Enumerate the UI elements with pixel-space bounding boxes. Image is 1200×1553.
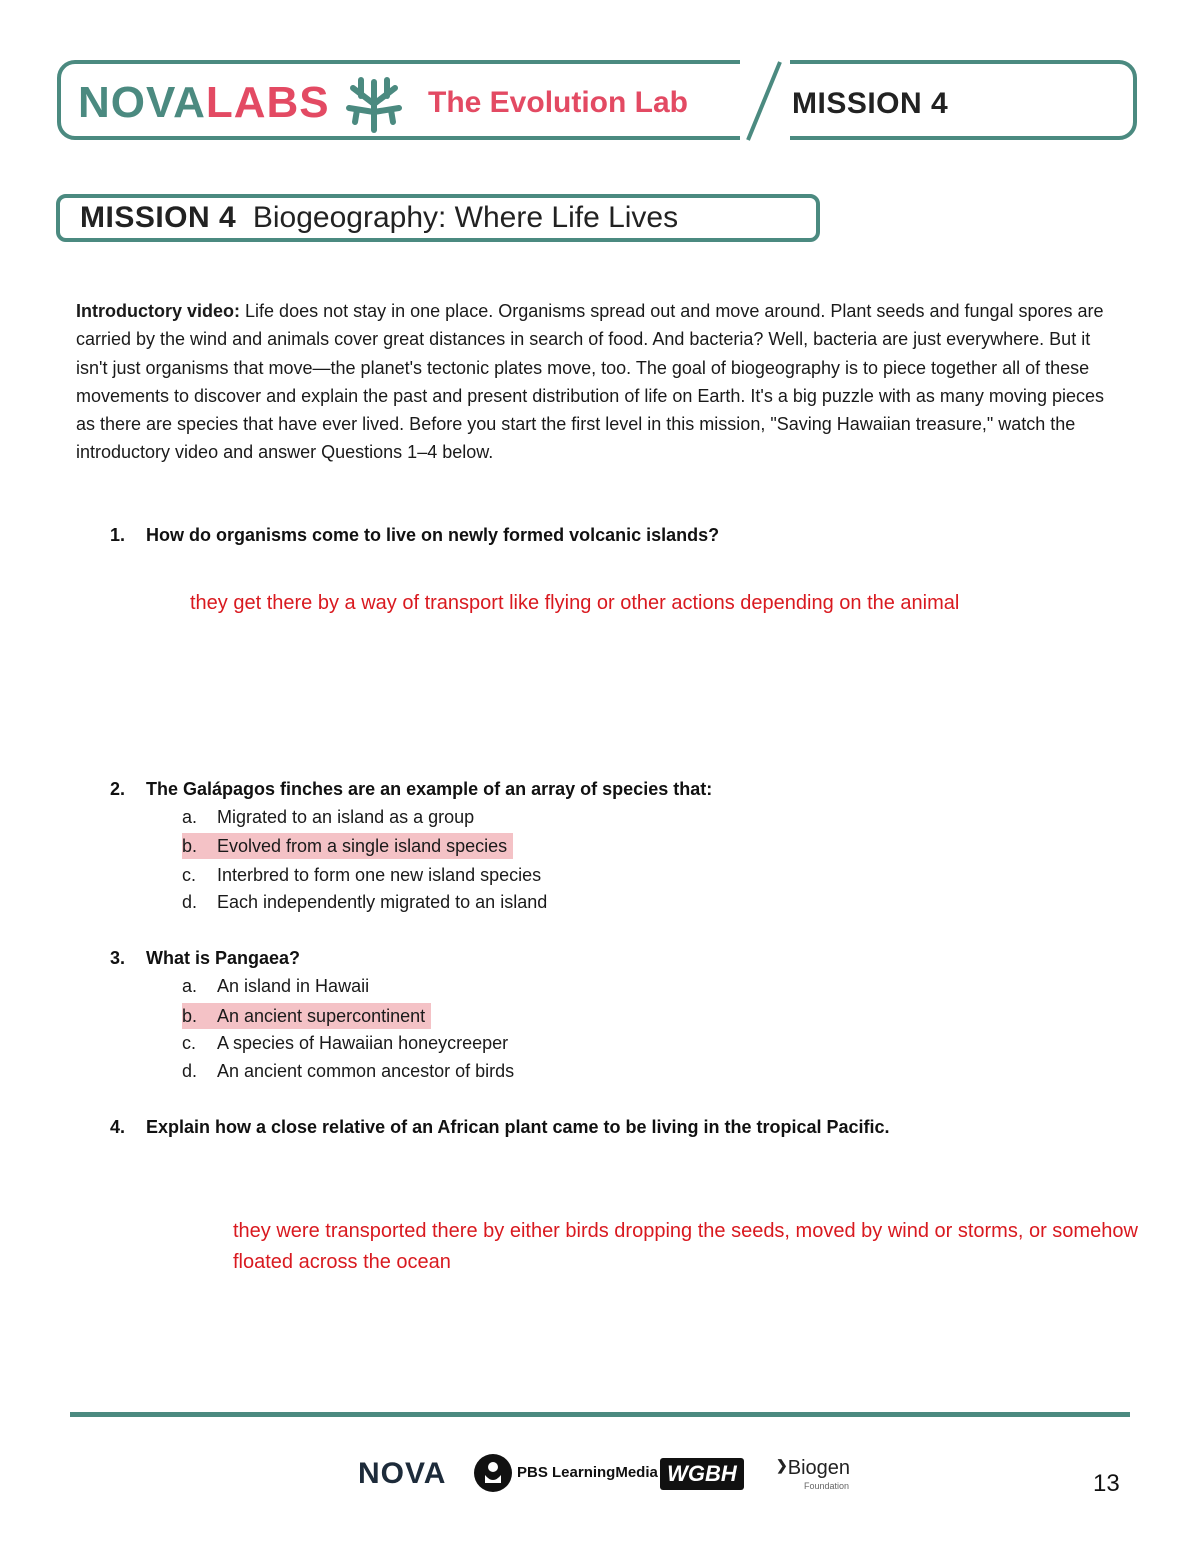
q2-option-c: c. Interbred to form one new island species [182, 865, 542, 885]
q3-option-c: c. A species of Hawaiian honeycreeper [182, 1033, 509, 1053]
wgbh-logo: WGBH [660, 1458, 744, 1490]
q3-option-d: d. An ancient common ancestor of birds [182, 1061, 515, 1081]
lab-title: The Evolution Lab [428, 86, 688, 119]
answer-4-line-1: they were transported there by either birds dropping the seeds, moved by wind or storms, or somehow [233, 1220, 1138, 1242]
question-1: 1. How do organisms come to live on newly formed volcanic islands? [110, 525, 720, 545]
answer-4 [233, 1216, 1173, 1278]
q2-option-b-highlighted: b. Evolved from a single island species [182, 833, 513, 859]
answer-4-line-2: floated across the ocean [233, 1251, 451, 1273]
nova-logo: NOVA [358, 1457, 447, 1490]
biogen-foundation-label: Foundation [804, 1481, 850, 1491]
q2-option-d: d. Each independently migrated to an island [182, 892, 548, 912]
page-number: 13 [1093, 1470, 1120, 1497]
biogen-mark-icon: ❯ [776, 1457, 788, 1473]
q3-option-b-highlighted: b. An ancient supercontinent [182, 1003, 431, 1029]
q3-option-a: a. An island in Hawaii [182, 976, 370, 996]
tree-icon [343, 74, 405, 134]
novalabs-logo: NOVALABS [78, 78, 330, 127]
question-3: 3. What is Pangaea? [110, 948, 301, 968]
answer-1: they get there by a way of transport like flying or other actions depending on the animal [190, 592, 960, 614]
mission-title: MISSION 4 Biogeography: Where Life Lives [80, 201, 679, 234]
question-4: 4. Explain how a close relative of an African plant came to be living in the tropical Pacific. [110, 1117, 890, 1137]
header-mission-label: MISSION 4 [792, 87, 949, 120]
header-divider [740, 60, 790, 142]
question-2: 2. The Galápagos finches are an example of an array of species that: [110, 779, 713, 799]
biogen-logo: ❯Biogen [776, 1457, 851, 1479]
footer-divider [70, 1412, 1130, 1417]
pbs-icon [473, 1453, 513, 1493]
pbs-learningmedia-logo: PBS LearningMedia [517, 1464, 658, 1481]
q2-option-a: a. Migrated to an island as a group [182, 807, 475, 827]
intro-paragraph: Introductory video: Life does not stay in one place. Organisms spread out and move around. Plant seeds and fungal spores are carried by the wind and animals cover great distances in search of food. And bacteria? Well, bacteria are just everywhere. But it isn't just organisms that move—the planet's tectonic plates move, too. The goal of biogeography is to piece together all of these movements to discover and explain the past and present distribution of life on Earth. It's a big puzzle with as many moving pieces as there are species that have ever lived. Before you start the first level in this mission, "Saving Hawaiian treasure," watch the introductory video and answer Questions 1–4 below. [76, 301, 1104, 463]
